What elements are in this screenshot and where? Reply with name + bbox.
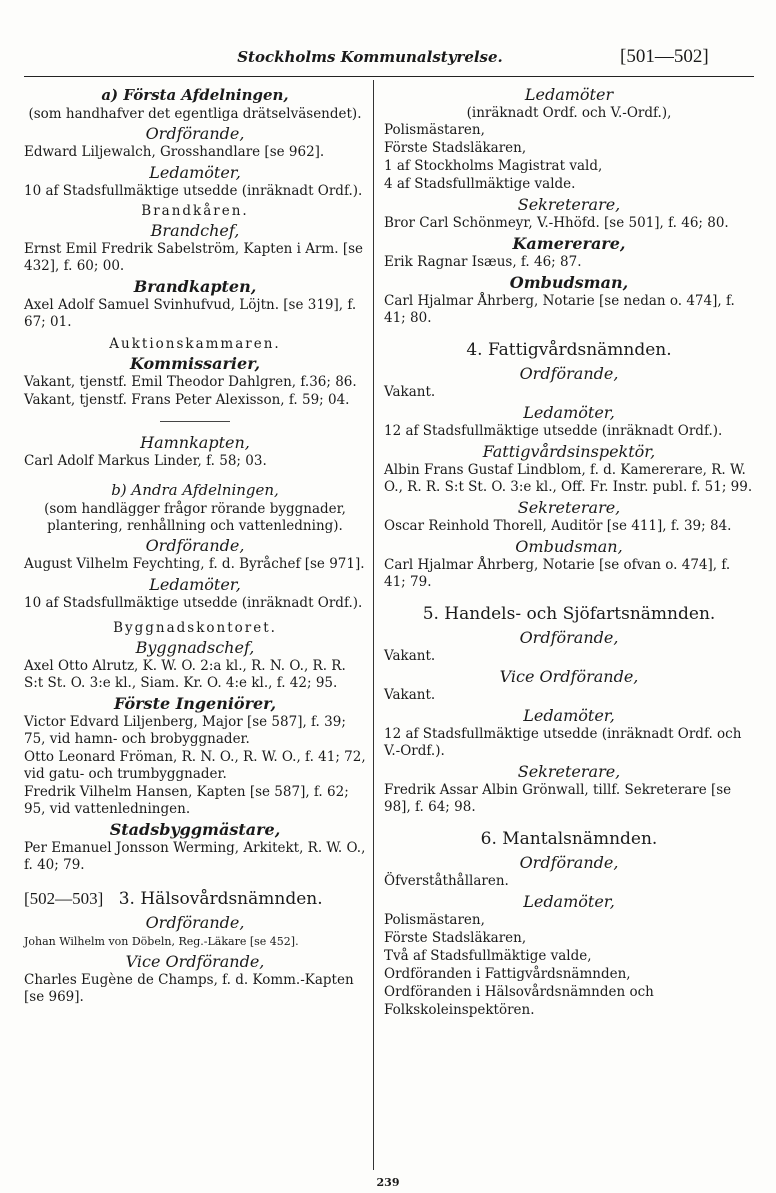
header-rule	[24, 76, 754, 77]
hamnkapten-text: Carl Adolf Markus Linder, f. 58; 03.	[24, 453, 267, 469]
column-divider	[373, 80, 374, 1170]
sec6-ledamoter-label: Ledamöter,	[523, 892, 615, 911]
running-header-title: Stockholms Kommunalstyrelse.	[237, 48, 503, 66]
ingenjorer-entry-1: Victor Edvard Liljenberg, Major [se 587], f. 39; 75, vid hamn- och brobyggnader.	[24, 714, 346, 747]
sec5-sekreterare-label: Sekreterare,	[517, 762, 621, 781]
sec6-ledamoter-2: Förste Stadsläkaren,	[384, 930, 527, 946]
r-ombudsman-text: Carl Hjalmar Åhrberg, Notarie [se nedan o. 474], f. 41; 80.	[384, 293, 735, 326]
section-b-subtitle: (som handlägger frågor rörande byggnader, plantering, renhållning och vattenledning).	[44, 501, 346, 534]
byggnadskontoret-heading: Byggnadskontoret.	[113, 620, 277, 636]
sec4-inspektor-label: Fattigvårdsinspektör,	[482, 442, 656, 461]
brandchef-label: Brandchef,	[150, 221, 240, 240]
sec5-ordforande-label: Ordförande,	[519, 628, 619, 647]
section-a-heading: a) Första Afdelningen,	[101, 86, 289, 104]
section-a-subtitle: (som handhafver det egentliga drätselväsendet).	[28, 106, 362, 122]
sec6-ledamoter-1: Polismästaren,	[384, 912, 485, 928]
kommissarier-label: Kommissarier,	[129, 354, 261, 373]
sec5-sekreterare-text: Fredrik Assar Albin Grönwall, tillf. Sekreterare [se 98], f. 64; 98.	[384, 782, 732, 815]
sec3-ordforande-label: Ordförande,	[145, 913, 245, 932]
sec3-vice-text: Charles Eugène de Champs, f. d. Komm.-Kapten [se 969].	[24, 972, 354, 1005]
ordforande-name: Edward Liljewalch, Grosshandlare [se 962].	[24, 144, 325, 160]
ledamoter-label: Ledamöter,	[149, 163, 241, 182]
r-ledamoter-3: 1 af Stockholms Magistrat vald,	[384, 158, 603, 174]
sec4-sekreterare-text: Oscar Reinhold Thorell, Auditör [se 411], f. 39; 84.	[384, 518, 732, 534]
b-ordforande-label: Ordförande,	[145, 536, 245, 555]
brandkaren-heading: Brandkåren.	[141, 203, 249, 219]
sec5-ledamoter-label: Ledamöter,	[523, 706, 615, 725]
auktionskammaren-heading: Auktionskammaren.	[109, 336, 281, 352]
separator-rule	[160, 421, 230, 422]
page-number: 239	[376, 1176, 400, 1189]
r-sekreterare-label: Sekreterare,	[517, 195, 621, 214]
section-4-title: 4. Fattigvårdsnämnden.	[466, 340, 672, 360]
sec6-ledamoter-3: Två af Stadsfullmäktige valde,	[384, 948, 592, 964]
ingenjorer-entry-3: Fredrik Vilhelm Hansen, Kapten [se 587], f. 62; 95, vid vattenledningen.	[24, 784, 349, 817]
sec3-ordforande-text: Johan Wilhelm von Döbeln, Reg.-Läkare [se 452].	[24, 935, 299, 948]
byggnadschef-text: Axel Otto Alrutz, K. W. O. 2:a kl., R. N. O., R. R. S:t St. O. 3:e kl., Siam. Kr. O. 4:e kl., f. 42; 95.	[24, 658, 346, 691]
stadsbyggmastare-label: Stadsbyggmästare,	[109, 820, 281, 839]
b-ledamoter-text: 10 af Stadsfullmäktige utsedde (inräknadt Ordf.).	[24, 595, 363, 611]
hamnkapten-label: Hamnkapten,	[140, 433, 250, 452]
kommissarier-entry-1: Vakant, tjenstf. Emil Theodor Dahlgren, f.36; 86.	[24, 374, 357, 390]
ingenjorer-entry-2: Otto Leonard Fröman, R. N. O., R. W. O., f. 41; 72, vid gatu- och trumbyggnader.	[24, 749, 366, 782]
ingenjorer-label: Förste Ingeniörer,	[113, 694, 277, 713]
sec4-ombudsman-text: Carl Hjalmar Åhrberg, Notarie [se ofvan o. 474], f. 41; 79.	[384, 557, 731, 590]
r-ombudsman-label: Ombudsman,	[509, 273, 629, 292]
brandchef-text: Ernst Emil Fredrik Sabelström, Kapten i Arm. [se 432], f. 60; 00.	[24, 241, 364, 274]
ledamoter-text: 10 af Stadsfullmäktige utsedde (inräknadt Ordf.).	[24, 183, 363, 199]
section-3-heading	[24, 886, 366, 912]
r-ledamoter-label: Ledamöter	[524, 85, 614, 104]
sec5-ledamoter-text: 12 af Stadsfullmäktige utsedde (inräknadt Ordf. och V.-Ordf.).	[384, 726, 742, 759]
r-sekreterare-text: Bror Carl Schönmeyr, V.-Hhöfd. [se 501], f. 46; 80.	[384, 215, 729, 231]
sec6-ledamoter-4: Ordföranden i Fattigvårdsnämnden,	[384, 966, 631, 982]
sec5-ordforande-text: Vakant.	[384, 648, 436, 664]
b-ordforande-text: August Vilhelm Feychting, f. d. Byråchef [se 971].	[24, 556, 365, 572]
sec6-ledamoter-6: Folkskoleinspektören.	[384, 1002, 535, 1018]
sec4-ledamoter-label: Ledamöter,	[523, 403, 615, 422]
running-header-pages: [501—502]	[620, 46, 709, 67]
section-3-title: 3. Hälsovårdsnämnden.	[118, 889, 323, 909]
sec6-ordforande-label: Ordförande,	[519, 853, 619, 872]
kommissarier-entry-2: Vakant, tjenstf. Frans Peter Alexisson, f. 59; 04.	[24, 392, 350, 408]
r-kamererare-text: Erik Ragnar Isæus, f. 46; 87.	[384, 254, 582, 270]
stadsbyggmastare-text: Per Emanuel Jonsson Werming, Arkitekt, R. W. O., f. 40; 79.	[24, 840, 366, 873]
right-column	[384, 84, 754, 1020]
section-b-heading: b) Andra Afdelningen,	[111, 481, 279, 499]
byggnadschef-label: Byggnadschef,	[135, 638, 255, 657]
section-6-title: 6. Mantalsnämnden.	[480, 829, 658, 849]
r-ledamoter-4: 4 af Stadsfullmäktige valde.	[384, 176, 576, 192]
sec4-ombudsman-label: Ombudsman,	[515, 537, 623, 556]
section-3-pages: [502—503]	[24, 889, 104, 908]
sec4-sekreterare-label: Sekreterare,	[517, 498, 621, 517]
section-5-title: 5. Handels- och Sjöfartsnämnden.	[422, 604, 716, 624]
left-column	[24, 84, 366, 1007]
r-ledamoter-2: Förste Stadsläkaren,	[384, 140, 527, 156]
sec5-vice-text: Vakant.	[384, 687, 436, 703]
sec5-vice-label: Vice Ordförande,	[499, 667, 639, 686]
brandkapten-label: Brandkapten,	[133, 277, 257, 296]
sec3-vice-label: Vice Ordförande,	[125, 952, 265, 971]
r-ledamoter-sub: (inräknadt Ordf. och V.-Ordf.),	[466, 105, 672, 121]
sec4-ledamoter-text: 12 af Stadsfullmäktige utsedde (inräknadt Ordf.).	[384, 423, 723, 439]
sec6-ordforande-text: Öfverståthållaren.	[384, 873, 509, 889]
b-ledamoter-label: Ledamöter,	[149, 575, 241, 594]
r-ledamoter-1: Polismästaren,	[384, 122, 485, 138]
brandkapten-text: Axel Adolf Samuel Svinhufvud, Löjtn. [se 319], f. 67; 01.	[24, 297, 357, 330]
sec4-inspektor-text: Albin Frans Gustaf Lindblom, f. d. Kamererare, R. W. O., R. R. S:t St. O. 3:e kl., Off. Fr. Instr. publ. f. 51; 99.	[384, 462, 753, 495]
ordforande-label: Ordförande,	[145, 124, 245, 143]
r-kamererare-label: Kamererare,	[512, 234, 626, 253]
sec6-ledamoter-5: Ordföranden i Hälsovårdsnämnden och	[384, 984, 654, 1000]
sec4-ordforande-text: Vakant.	[384, 384, 436, 400]
sec4-ordforande-label: Ordförande,	[519, 364, 619, 383]
